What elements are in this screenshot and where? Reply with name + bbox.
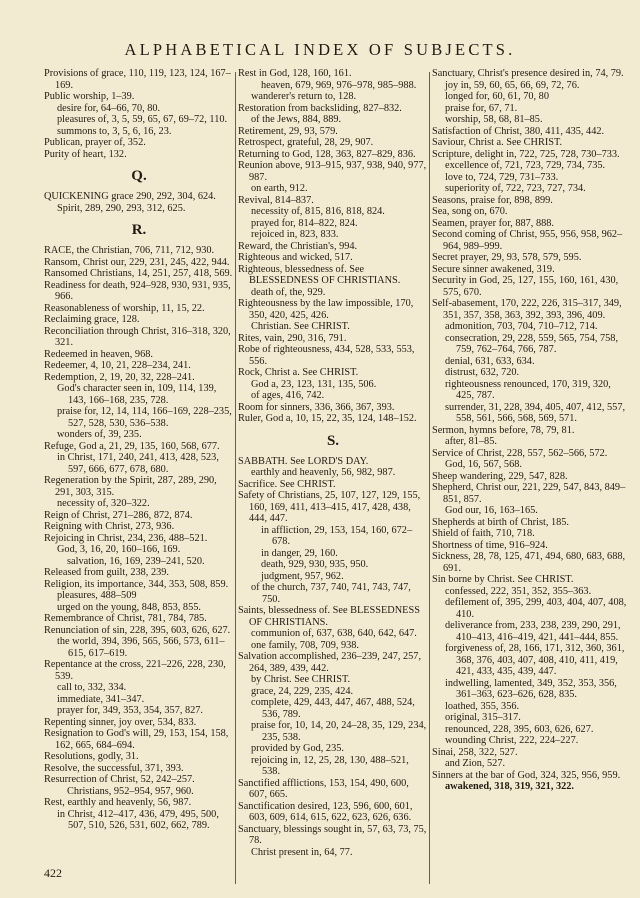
index-entry: call to, 332, 334. — [57, 682, 127, 693]
index-entry: Resolve, the successful, 371, 393. — [44, 762, 184, 774]
index-entry: of the Jews, 884, 889. — [251, 114, 342, 125]
index-entry: death of, the, 929. — [251, 286, 326, 298]
index-entry: by Christ. See CHRIST. — [251, 674, 351, 685]
index-entry: Shortness of time, 916–924. — [432, 539, 548, 551]
index-entry: excellence of, 721, 723, 729, 734, 735. — [445, 160, 606, 171]
index-entry: praise for, 10, 14, 20, 24–28, 35, 129, 234, 235, 538. — [251, 720, 427, 743]
index-entry: Christ present in, 64, 77. — [251, 846, 353, 858]
index-entry: Released from guilt, 238, 239. — [44, 567, 169, 578]
index-entry: Saviour, Christ a. See CHRIST. — [432, 137, 563, 148]
index-entry: in Christ, 412–417, 436, 479, 495, 500, 507, 510, 526, 531, 602, 662, 789. — [57, 808, 219, 831]
index-entry: Sea, song on, 670. — [432, 206, 508, 217]
index-entry: rejoicing in, 12, 25, 28, 130, 488–521, 538. — [251, 754, 409, 777]
index-entry: QUICKENING grace 290, 292, 304, 624. — [44, 191, 216, 202]
index-entry: pleasures, 488–509 — [57, 590, 137, 601]
index-entry: Sickness, 28, 78, 125, 471, 494, 680, 683, 688, 691. — [432, 551, 626, 574]
index-entry: in Christ, 171, 240, 241, 413, 428, 523, 597, 666, 677, 678, 680. — [57, 452, 219, 475]
index-entry: Sanctified afflictions, 153, 154, 490, 600, 607, 665. — [238, 777, 409, 800]
index-entry: heaven, 679, 969, 976–978, 985–988. — [261, 79, 417, 91]
index-entry: loathed, 355, 356. — [445, 700, 520, 712]
index-entry: provided by God, 235. — [251, 743, 344, 754]
index-column-2 — [238, 68, 428, 888]
index-entry: Sanctuary, blessings sought in, 57, 63, 73, 75, 78. — [238, 823, 427, 846]
index-entry: Seamen, prayer for, 887, 888. — [432, 217, 554, 229]
index-entry: one family, 708, 709, 938. — [251, 639, 360, 651]
column-divider — [429, 72, 430, 884]
index-column-3 — [432, 68, 628, 888]
index-entry: desire for, 64–66, 70, 80. — [57, 102, 161, 114]
index-entry: Reign of Christ, 271–286, 872, 874. — [44, 509, 193, 521]
index-entry: Reasonableness of worship, 11, 15, 22. — [44, 302, 205, 314]
index-entry: prayer for, 349, 353, 354, 357, 827. — [57, 705, 204, 716]
index-entry: urged on the young, 848, 853, 855. — [57, 601, 201, 613]
index-entry: necessity of, 815, 816, 818, 824. — [251, 206, 385, 217]
index-entry: superiority of, 722, 723, 727, 734. — [445, 183, 586, 194]
index-entry: communion of, 637, 638, 640, 642, 647. — [251, 628, 417, 639]
index-entry: praise for, 67, 71. — [445, 102, 518, 114]
index-entry: Secret prayer, 29, 93, 578, 579, 595. — [432, 252, 582, 263]
index-entry: Ruler, God a, 10, 15, 22, 35, 124, 148–152. — [238, 413, 417, 424]
index-entry: God's character seen in, 109, 114, 139, 143, 166–168, 235, 728. — [57, 383, 217, 406]
index-entry: Secure sinner awakened, 319. — [432, 263, 555, 275]
index-entry: necessity of, 320–322. — [57, 498, 150, 509]
index-entry: worship, 58, 68, 81–85. — [445, 114, 543, 125]
index-entry: Sheep wandering, 229, 547, 828. — [432, 470, 568, 482]
index-entry: earthly and heavenly, 56, 982, 987. — [251, 467, 396, 478]
index-entry: of ages, 416, 742. — [251, 390, 325, 401]
index-entry: Sanctification desired, 123, 596, 600, 601, 603, 609, 614, 615, 622, 623, 626, 636. — [238, 800, 413, 823]
index-entry: Retirement, 29, 93, 579. — [238, 125, 338, 137]
index-column-1 — [44, 68, 234, 888]
index-entry: in danger, 29, 160. — [261, 547, 338, 559]
index-entry: Repentance at the cross, 221–226, 228, 230, 539. — [44, 659, 226, 682]
page-number: 422 — [44, 866, 62, 880]
index-entry: Safety of Christians, 25, 107, 127, 129, 155, 160, 169, 411, 413–415, 417, 428, 438, 444, 447. — [238, 490, 421, 524]
index-entry: summons to, 3, 5, 6, 16, 23. — [57, 125, 172, 137]
index-entry: Shepherds at birth of Christ, 185. — [432, 516, 569, 528]
index-entry: confessed, 222, 351, 352, 355–363. — [445, 585, 592, 597]
section-letter: R. — [131, 222, 147, 238]
index-entry: complete, 429, 443, 447, 467, 488, 524, 536, 789. — [251, 697, 415, 720]
section-letter: Q. — [131, 168, 147, 184]
index-entry: and Zion, 527. — [445, 758, 506, 769]
index-entry: Self-abasement, 170, 222, 226, 315–317, 349, 351, 357, 358, 363, 392, 393, 396, 409. — [432, 298, 622, 321]
index-entry: wounding Christ, 222, 224–227. — [445, 735, 579, 746]
index-entry: indwelling, lamented, 349, 352, 353, 356, 361–363, 623–626, 628, 835. — [445, 677, 617, 700]
index-entry: Rites, vain, 290, 316, 791. — [238, 332, 347, 344]
index-entry: God our, 16, 163–165. — [445, 505, 538, 516]
index-entry: Room for sinners, 336, 366, 367, 393. — [238, 401, 395, 413]
index-entry: Reconciliation through Christ, 316–318, 320, 321. — [44, 325, 231, 348]
index-entry: RACE, the Christian, 706, 711, 712, 930. — [44, 245, 215, 256]
index-entry: God a, 23, 123, 131, 135, 506. — [251, 378, 377, 390]
index-entry: Returning to God, 128, 363, 827–829, 836. — [238, 148, 416, 160]
index-entry: in affliction, 29, 153, 154, 160, 672–678. — [261, 524, 413, 547]
index-entry: Resignation to God's will, 29, 153, 154, 158, 162, 665, 684–694. — [44, 728, 229, 751]
index-entry: rejoiced in, 823, 833. — [251, 229, 339, 240]
index-entry: Resurrection of Christ, 52, 242–257. — [44, 774, 195, 785]
index-entry: Religion, its importance, 344, 353, 508, 859. — [44, 578, 229, 590]
index-entry: Provisions of grace, 110, 119, 123, 124, 167–169. — [44, 68, 231, 91]
index-entry: pleasures of, 3, 5, 59, 65, 67, 69–72, 110. — [57, 114, 228, 125]
index-entry: Reclaiming grace, 128. — [44, 314, 140, 325]
index-entry: Redemption, 2, 19, 20, 32, 228–241. — [44, 371, 195, 383]
index-entry: Reward, the Christian's, 994. — [238, 240, 358, 252]
index-entry: Publican, prayer of, 352. — [44, 137, 146, 148]
index-entry: Sinners at the bar of God, 324, 325, 956, 959. — [432, 769, 621, 781]
index-entry: Satisfaction of Christ, 380, 411, 435, 442. — [432, 125, 605, 137]
index-entry: Service of Christ, 228, 557, 562–566, 572. — [432, 447, 608, 459]
index-entry: righteousness renounced, 170, 319, 320, 425, 787. — [445, 378, 611, 401]
index-entry: Reunion above, 913–915, 937, 938, 940, 977, 987. — [238, 160, 427, 183]
index-entry: Righteousness by the law impossible, 170, 350, 420, 425, 426. — [238, 298, 414, 321]
index-entry: Purity of heart, 132. — [44, 148, 127, 160]
index-entry: after, 81–85. — [445, 436, 497, 447]
index-entry: death, 929, 930, 935, 950. — [261, 559, 369, 570]
index-entry: judgment, 957, 962. — [261, 570, 344, 582]
index-entry: surrender, 31, 228, 394, 405, 407, 412, 557, 558, 561, 566, 568, 569, 571. — [445, 401, 626, 424]
index-entry: Redeemed in heaven, 968. — [44, 348, 153, 360]
column-divider — [235, 72, 236, 884]
index-entry: Sacrifice. See CHRIST. — [238, 478, 336, 490]
index-entry: admonition, 703, 704, 710–712, 714. — [445, 321, 598, 332]
index-entry: Robe of righteousness, 434, 528, 533, 553, 556. — [238, 344, 415, 367]
index-entry: distrust, 632, 720. — [445, 367, 520, 378]
index-entry: Readiness for death, 924–928, 930, 931, 935, 966. — [44, 279, 231, 302]
index-entry: longed for, 60, 61, 70, 80 — [445, 91, 549, 102]
index-entry: Refuge, God a, 21, 29, 135, 160, 568, 677. — [44, 440, 220, 452]
index-entry: denial, 631, 633, 634. — [445, 355, 535, 367]
index-entry: renounced, 228, 395, 603, 626, 627. — [445, 723, 594, 735]
index-entry: Rest, earthly and heavenly, 56, 987. — [44, 797, 192, 808]
index-entry: Redeemer, 4, 10, 21, 228–234, 241. — [44, 360, 191, 371]
index-entry: consecration, 29, 228, 559, 565, 754, 758, 759, 762–764, 766, 787. — [445, 332, 619, 355]
index-entry: Christians, 952–954, 957, 960. — [67, 785, 194, 797]
index-entry: Spirit, 289, 290, 293, 312, 625. — [57, 202, 186, 214]
index-entry: Rejoicing in Christ, 234, 236, 488–521. — [44, 532, 208, 544]
index-entry: Shepherd, Christ our, 221, 229, 547, 843, 849–851, 857. — [432, 482, 626, 505]
page-title: ALPHABETICAL INDEX OF SUBJECTS. — [124, 40, 516, 59]
index-entry: God, 3, 16, 20, 160–166, 169. — [57, 544, 181, 555]
index-entry: defilement of, 395, 299, 403, 404, 407, 408, 410. — [445, 597, 627, 620]
index-entry: Ransom, Christ our, 229, 231, 245, 422, 944. — [44, 256, 230, 268]
index-entry: Righteous and wicked, 517. — [238, 252, 353, 263]
index-entry: prayed for, 814–822, 824. — [251, 217, 358, 229]
index-entry: wonders of, 39, 235. — [57, 429, 142, 440]
index-entry: grace, 24, 229, 235, 424. — [251, 685, 354, 697]
index-entry: Repenting sinner, joy over, 534, 833. — [44, 716, 197, 728]
index-entry: Public worship, 1–39. — [44, 91, 135, 102]
index-entry: forgiveness of, 28, 166, 171, 312, 360, 361, 368, 376, 403, 407, 408, 410, 411, 419, 421, 433, 435, 439, 447. — [445, 643, 625, 677]
index-entry: Sinai, 258, 322, 527. — [432, 746, 518, 758]
index-entry: on earth, 912. — [251, 183, 308, 194]
index-entry: awakened, 318, 319, 321, 322. — [445, 781, 575, 792]
index-entry: Sanctuary, Christ's presence desired in, 74, 79. — [432, 68, 624, 79]
index-entry: the world, 394, 396, 565, 566, 573, 611–615, 617–619. — [57, 636, 225, 659]
index-entry: Regeneration by the Spirit, 287, 289, 290, 291, 303, 315. — [44, 475, 217, 498]
index-entry: Sermon, hymns before, 78, 79, 81. — [432, 424, 575, 436]
index-entry: Revival, 814–837. — [238, 194, 314, 206]
index-entry: Salvation accomplished, 236–239, 247, 257, 264, 389, 439, 442. — [238, 651, 422, 674]
index-entry: Shield of faith, 710, 718. — [432, 528, 535, 539]
index-entry: God, 16, 567, 568. — [445, 459, 522, 470]
index-entry: of the church, 737, 740, 741, 743, 747, 750. — [251, 582, 411, 605]
index-entry: wanderer's return to, 128. — [251, 91, 357, 102]
index-entry: Scripture, delight in, 722, 725, 728, 730–733. — [432, 148, 620, 160]
index-entry: praise for, 12, 14, 114, 166–169, 228–235, 527, 528, 530, 536–538. — [57, 406, 232, 429]
index-entry: Saints, blessedness of. See BLESSEDNESS OF CHRISTIANS. — [238, 605, 420, 628]
index-entry: Reigning with Christ, 273, 936. — [44, 521, 175, 532]
index-entry: Rest in God, 128, 160, 161. — [238, 68, 352, 79]
index-entry: Seasons, praise for, 898, 899. — [432, 194, 553, 206]
index-entry: joy in, 59, 60, 65, 66, 69, 72, 76. — [445, 79, 580, 91]
index-entry: Restoration from backsliding, 827–832. — [238, 102, 402, 114]
section-letter: S. — [326, 432, 340, 449]
index-entry: love to, 724, 729, 731–733. — [445, 171, 559, 183]
index-entry: original, 315–317. — [445, 712, 521, 723]
index-entry: Sin borne by Christ. See CHRIST. — [432, 574, 574, 585]
index-entry: Righteous, blessedness of. See BLESSEDNESS OF CHRISTIANS. — [238, 263, 401, 286]
index-entry: deliverance from, 233, 238, 239, 290, 291, 410–413, 416–419, 421, 441–444, 855. — [445, 620, 621, 643]
index-entry: Resolutions, godly, 31. — [44, 751, 139, 762]
index-entry: Security in God, 25, 127, 155, 160, 161, 430, 575, 670. — [432, 275, 619, 298]
index-entry: Ransomed Christians, 14, 251, 257, 418, 569. — [44, 268, 233, 279]
index-entry: Retrospect, grateful, 28, 29, 907. — [238, 137, 374, 148]
index-entry: Rock, Christ a. See CHRIST. — [238, 367, 359, 378]
index-entry: Remembrance of Christ, 781, 784, 785. — [44, 613, 207, 624]
index-entry: Second coming of Christ, 955, 956, 958, 962–964, 989–999. — [432, 229, 623, 252]
index-entry: immediate, 341–347. — [57, 693, 145, 705]
index-entry: SABBATH. See LORD'S DAY. — [238, 455, 369, 467]
index-entry: salvation, 16, 169, 239–241, 520. — [67, 555, 205, 567]
index-entry: Christian. See CHRIST. — [251, 321, 350, 332]
index-entry: Renunciation of sin, 228, 395, 603, 626, 627. — [44, 624, 231, 636]
